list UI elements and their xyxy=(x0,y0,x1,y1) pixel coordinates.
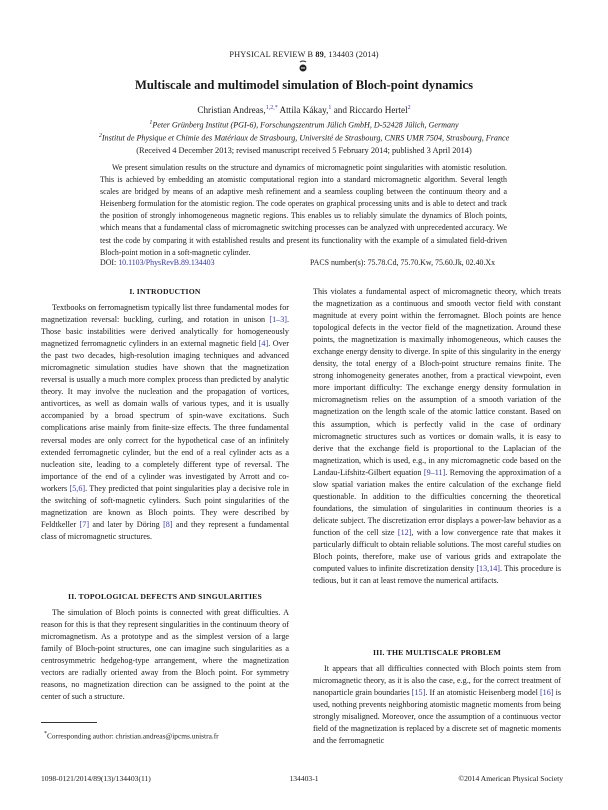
footnote-mark: * xyxy=(44,731,47,737)
topo-body-continued xyxy=(313,286,561,587)
affiliation-number: 1 xyxy=(149,120,153,126)
paragraph xyxy=(41,302,289,543)
received-dates: (Received 4 December 2013; revised manuscript received 5 February 2014; published 3 April 2014) xyxy=(136,146,472,155)
footer-page-number: 134403-1 xyxy=(289,774,319,783)
affiliation-number: 2 xyxy=(98,133,102,139)
text-run: It appears that all difficulties connected with Bloch points stem from micromagnetic theory, as it is also the case, e.g., for the correct treatment of nanoparticle grain boundaries xyxy=(313,664,561,698)
citation-link[interactable]: [4] xyxy=(258,339,269,349)
affiliation xyxy=(0,133,608,143)
affiliation xyxy=(0,120,608,130)
doi-link[interactable]: 10.1103/PhysRevB.89.134403 xyxy=(118,258,215,267)
text-run: . If an atomistic Heisenberg model xyxy=(425,688,540,698)
section-heading-topological-defects: II. TOPOLOGICAL DEFECTS AND SINGULARITIES xyxy=(68,592,262,601)
author-name: Attila Kákay, xyxy=(277,105,329,116)
author-affiliation-link[interactable]: 1 xyxy=(328,105,332,111)
author-affiliation-link[interactable]: 1,2,* xyxy=(265,105,278,111)
text-run: . Over the past two decades, high-resolution imaging techniques and advanced micromagnetic simulation studies have shown that the magnetization reversal is usually a much more complex process than predicted by analytic theory. It may involve the nucleation and the propagation of vortices, antivortices, as well as domain walls of various types, and it is usually accompanied by a broad spectrum of spin-wave excitations. Such complications arise mainly from finite-size effects. The three fundamental reversal modes are only correct for the hypothetical case of an infinitely extended ferromagnetic cylinder, but the end of a real cylinder acts as a nucleation site, leading to a completely different type of reversal. The importance of the end of a cylinder was investigated by Arrott and co-workers xyxy=(41,339,289,493)
text-run: , with a low convergence rate that makes it particularly difficult to obtain reliable solutions. The most careful studies on Bloch points, therefore, make use of various grids and extrapolate the computed values to infinite discretization density xyxy=(313,527,561,574)
text-run: and later by Döring xyxy=(89,519,164,529)
text-run: . Those basic instabilities were derived analytically for homogeneously magnetized ferromagnetic cylinders in an external magnetic field xyxy=(41,315,289,349)
footer-copyright: ©2014 American Physical Society xyxy=(458,774,563,783)
citation-link[interactable]: [9–11] xyxy=(423,467,446,477)
pacs-numbers: PACS number(s): 75.78.Cd, 75.70.Kw, 75.60.Jk, 02.40.Xx xyxy=(310,258,496,267)
doi-line xyxy=(100,258,215,267)
paper-title: Multiscale and multimodel simulation of Bloch-point dynamics xyxy=(135,78,473,92)
abstract-text: We present simulation results on the structure and dynamics of micromagnetic point singularities with atomistic resolution. This is achieved by embedding an atomistic computational region into a standard micromagnetic algorithm. Several length scales are bridged by means of an adaptive mesh refinement and a seamless coupling between the continuum theory and a Heisenberg formulation for the atomistic region. The code operates on graphical processing units and is able to detect and track the position of strongly inhomogeneous magnetic regions. This enables us to reliably simulate the dynamics of Bloch points, which means that a fundamental class of micromagnetic switching processes can be analyzed with unprecedented accuracy. We test the code by comparing it with established results and present its functionality with the example of a simulated field-driven Bloch-point motion in a soft-magnetic cylinder. xyxy=(100,163,507,257)
author-name: Christian Andreas, xyxy=(197,105,266,116)
citation-link[interactable]: [8] xyxy=(163,519,173,529)
footer-issn: 1098-0121/2014/89(13)/134403(11) xyxy=(41,774,151,783)
citation-link[interactable]: [16] xyxy=(539,688,554,698)
journal-header xyxy=(0,50,608,59)
paragraph xyxy=(313,663,561,747)
journal-name: PHYSICAL REVIEW B xyxy=(229,50,316,59)
citation-link[interactable]: [5,6] xyxy=(69,483,86,493)
citation-link[interactable]: [15] xyxy=(411,688,426,698)
article-info: , 134403 (2014) xyxy=(323,50,379,59)
text-run: . Removing the approximation of a slow spatial variation makes the entire calculation of the exchange field questionable. In addition to the difficulties concerning the theoretical foundations, the simulation of singularities in continuum theories is a delicate subject. The discretization error displays a power-law behavior as a function of the cell size xyxy=(313,467,561,537)
topo-body xyxy=(41,607,289,703)
section-heading-introduction: I. INTRODUCTION xyxy=(129,287,201,296)
multiscale-body xyxy=(313,663,561,747)
text-run: . This procedure is tedious, but it can at least remove the numerical artifacts. xyxy=(313,564,561,586)
doi-label: DOI: xyxy=(100,258,119,267)
citation-link[interactable]: [12] xyxy=(397,527,412,537)
abstract xyxy=(100,162,507,259)
journal-volume: 89 xyxy=(315,50,324,59)
text-run: This violates a fundamental aspect of micromagnetic theory, which treats the magnetization as a continuous and smooth vector field with constant magnitude at every point within the ferromagnet. Bloch points are hence topological defects in the vector field of the magnetization. Around these points, the magnetization is maximally inhomogeneous, which causes the exchange energy density to diverge. In spite of this singularity in the energy density, the total energy of a Bloch-point structure remains finite. The strong inhomogeneity generates another, from a practical viewpoint, even more important difficulty: The exchange energy density formulation in micromagnetism relies on the assumption of a smooth variation of the magnetization on the length scale of the atomic lattice constant. Based on this assumption, which is perfectly valid in the case of ordinary micromagnetic structures such as vortices or domain walls, it is easy to derive that the exchange field is proportional to the Laplacian of the magnetization, which is used, e.g., in any micromagnetic code based on the Landau-Lifshitz-Gilbert equation xyxy=(313,287,561,477)
section-heading-multiscale: III. THE MULTISCALE PROBLEM xyxy=(372,648,501,657)
paragraph xyxy=(313,286,561,587)
citation-link[interactable]: [1–3] xyxy=(269,315,287,325)
intro-body xyxy=(41,302,289,543)
citation-link[interactable]: [7] xyxy=(79,519,90,529)
author-affiliation-link[interactable]: 2 xyxy=(407,105,411,111)
text-run: is used, nothing prevents neighboring atomistic magnetic moments from being strongly misaligned. Moreover, once the assumption of a continuous vector field of the magnetization is replaced by a discrete set of magnetic moments and the ferromagnetic xyxy=(313,688,562,746)
text-run: . They predicted that point singularities play a decisive role in the switching of soft-magnetic cylinders. Such point singularities of the magnetization are known as Bloch points. They were described by Feldtkeller xyxy=(41,483,289,529)
footnote-divider xyxy=(41,722,97,723)
affiliation-text: Institut de Physique et Chimie des Matériaux de Strasbourg, Université de Strasbourg, CNRS UMR 7504, Strasbourg, France xyxy=(101,133,510,143)
author-name: and Riccardo Hertel xyxy=(331,105,408,116)
crossmark-icon[interactable] xyxy=(296,60,310,72)
crossmark-icon-svg xyxy=(296,60,310,73)
paragraph: The simulation of Bloch points is connected with great difficulties. A reason for this is that they represent singularities in the continuum theory of micromagnetism. As a prototype and as the simplest version of a large family of Bloch-point structures, one can imagine such singularities as a centrosymmetric hedgehog-type arrangement, where the magnetization vectors are radially oriented away from the Bloch point. For symmetry reasons, no magnetization direction can be assigned to the point at the center of such a structure. xyxy=(41,608,289,702)
author-list xyxy=(0,105,608,115)
text-run: and they represent a fundamental class of micromagnetic structures. xyxy=(41,519,289,541)
footnote xyxy=(44,731,219,740)
citation-link[interactable]: [13,14] xyxy=(476,564,501,574)
affiliation-text: Peter Grünberg Institut (PGI-6), Forschungszentrum Jülich GmbH, D-52428 Jülich, Germany xyxy=(152,120,459,130)
footnote-text: Corresponding author: christian.andreas@ipcms.unistra.fr xyxy=(47,731,219,741)
text-run: Textbooks on ferromagnetism typically list three fundamental modes for magnetization reversal: buckling, curling, and rotation in unison xyxy=(41,303,289,325)
